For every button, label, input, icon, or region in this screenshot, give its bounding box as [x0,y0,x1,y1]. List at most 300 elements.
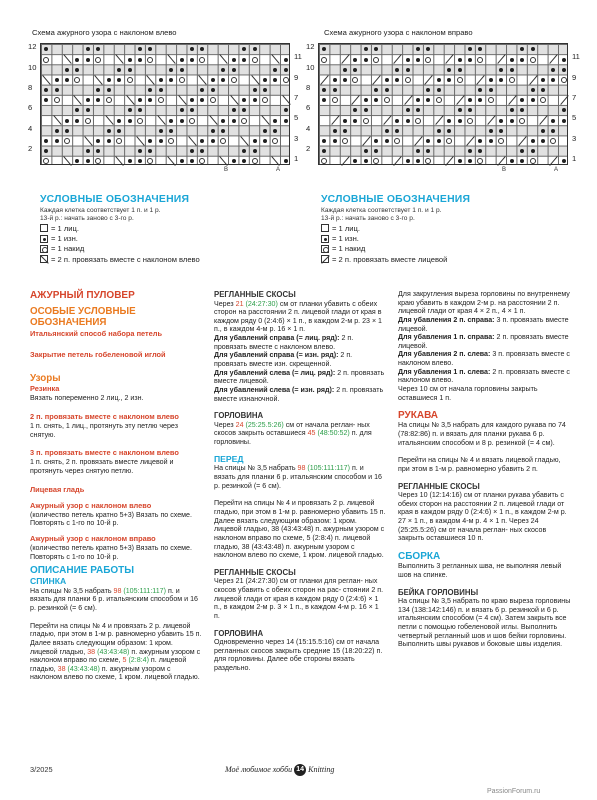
yarnover-symbol-icon [477,57,483,63]
purl-symbol-icon [86,159,90,163]
purl-symbol-icon [510,159,514,163]
yarnover-symbol-icon [530,57,536,63]
yarnover-symbol-icon [373,158,379,164]
legend-note: 13-й р.: начать заново с 3-го р. [321,214,415,222]
k2tog-symbol-icon [331,115,339,125]
dec-right-wrong-text: Для убавлений справа (= изн. ряд): 2 п. провязать вместе изн. скрещенной. [214,351,353,368]
purl-symbol-icon [211,88,215,92]
yarnover-symbol-icon [467,118,473,124]
purl-symbol-icon [232,159,236,163]
dec-1-right: Для убавления 1 п. справа: 2 п. провязать вместе лицевой. [398,333,569,350]
raglan-text: Через 21 (24:27:30) см от планки убавить с обеих сторон на расстоянии 2 п. лицевой глади от края в каждом ряду 0 (2:4:6) × 1 п., в каждом 2-м р. 23 × 1 п., в каждом 4-м р. 16 × 1 п. [214,299,383,334]
k2tog-symbol-icon [199,75,207,85]
knit-symbol-icon [40,224,48,232]
legend-label: = 2 п. провязать вместе лицевой [332,254,448,264]
k2tog-symbol-icon [272,156,280,166]
purl-symbol-icon [138,159,142,163]
chart-band [41,126,289,136]
purl-symbol-icon [374,139,378,143]
purl-symbol-icon [437,129,441,133]
row-number: 8 [28,82,33,92]
yarnover-symbol-icon [64,138,70,144]
purl-symbol-icon [221,129,225,133]
legend-left [40,194,300,264]
neck-text: Через 24 (25:25.5:26) см от начала реглан- ных скосов закрыть оставшиеся 45 (48:50:52) п. для горловины. [214,420,372,446]
row-number: 11 [572,52,580,62]
purl-symbol-icon [468,58,472,62]
purl-symbol-icon [117,78,121,82]
purl-symbol-icon [447,68,451,72]
purl-symbol-icon [138,149,142,153]
purl-symbol-icon [343,78,347,82]
purl-symbol-icon [169,119,173,123]
k2tog-symbol-icon [550,54,558,64]
k2tog-symbol-icon [251,75,259,85]
row-number: 1 [294,154,299,164]
page-number: 14 [294,764,306,776]
chart-left-grid [40,43,290,165]
k2tog-symbol-icon [320,75,328,85]
yarnover-symbol-icon [457,77,463,83]
k2tog-symbol-icon [466,136,474,146]
yarnover-symbol-icon [283,77,289,83]
purl-symbol-icon [416,149,420,153]
row-number: 2 [28,143,33,153]
purl-symbol-icon [159,88,163,92]
purl-symbol-icon [44,139,48,143]
legend-item-k2tog-right [321,255,581,264]
yarnover-symbol-icon [342,138,348,144]
k2tog-left-heading: 2 п. провязать вместе с наклоном влево [30,412,179,422]
k2tog-symbol-icon [167,54,175,64]
purl-symbol-icon [190,98,194,102]
purl-symbol-icon [364,149,368,153]
purl-symbol-icon [426,139,430,143]
yarnover-symbol-icon [147,158,153,164]
sleeve-raglan-text: Через 10 (12:14:16) см от планки рукава убавить с обеих сторон на расстоянии 2 п. лицевой глади от края в каждом ряду 0 (2:4:6) × 1 п., в каждом 2-м р. 27 × 1 п., в каждом 4-м р. 4 × 1 п. Через 24 (25:25.5:26) см от начала реглан- ных скосов закрыть оставшиеся 10 п. [398,491,567,543]
purl-symbol-icon [458,108,462,112]
purl-symbol-icon [284,68,288,72]
purl-symbol-icon [55,88,59,92]
purl-symbol-icon [169,129,173,133]
legend-label: = 2 п. провязать вместе с наклоном влево [51,254,200,264]
purl-symbol-icon [284,119,288,123]
yarnover-symbol-icon [199,57,205,63]
yarnover-symbol-icon [530,158,536,164]
purl-symbol-icon [531,149,535,153]
pattern-title: АЖУРНЫЙ ПУЛОВЕР [30,290,135,301]
chart-left-title: Схема ажурного узора с наклоном влево [32,28,177,37]
k3tog-text: 1 п. снять, 2 п. провязать вместе лицевой и протянуть через снятую петлю. [30,458,174,476]
page-footer [0,760,597,776]
purl-symbol-icon [211,129,215,133]
yarnover-symbol-icon [210,97,216,103]
legend-item-yarnover [321,244,581,253]
purl-symbol-icon [416,98,420,102]
purl-symbol-icon [333,129,337,133]
yarnover-symbol-icon [147,57,153,63]
k2tog-symbol-icon [393,54,401,64]
purl-symbol-icon [321,235,329,243]
yarnover-symbol-icon [189,118,195,124]
k2tog-symbol-icon [362,136,370,146]
purl-symbol-icon [437,88,441,92]
magazine-footer [225,764,334,776]
purl-symbol-icon [406,68,410,72]
k2tog-symbol-icon [74,95,82,105]
k2tog-symbol-icon [115,54,123,64]
purl-symbol-icon [242,98,246,102]
purl-symbol-icon [489,139,493,143]
k2tog-symbol-icon [393,156,401,166]
dec-left-text: Для убавлений слева (= лиц. ряд): 2 п. провязать вместе лицевой. [214,368,385,386]
purl-symbol-icon [353,159,357,163]
purl-symbol-icon [86,98,90,102]
row-number: 9 [294,72,299,82]
purl-symbol-icon [406,58,410,62]
yarnover-symbol-icon [116,138,122,144]
k2tog-symbol-icon [95,75,103,85]
legend-item-purl [40,234,300,243]
purl-symbol-icon [180,108,184,112]
yarnover-symbol-icon [384,97,390,103]
purl-symbol-icon [458,159,462,163]
legend-title: УСЛОВНЫЕ ОБОЗНАЧЕНИЯ [40,194,190,205]
yarnover-symbol-icon [363,118,369,124]
purl-symbol-icon [107,129,111,133]
purl-symbol-icon [322,98,326,102]
yarnover-symbol-icon [106,97,112,103]
assembly-text: Выполнить 3 регланных шва, не выполняя левый шов на спинке. [398,562,562,580]
k2tog-symbol-icon [560,95,568,105]
purl-symbol-icon [458,119,462,123]
front-text: На спицы № 3,5 набрать 98 (105:111:117) п. и вязать для планки 6 р. итальянским способом и 16 р. резинкой (= 6 см). [214,464,382,490]
purl-symbol-icon [333,139,337,143]
purl-symbol-icon [284,159,288,163]
yarnover-symbol-icon [74,77,80,83]
legend-label: = 1 изн. [51,234,78,243]
yarnover-symbol-icon [272,138,278,144]
purl-symbol-icon [107,88,111,92]
purl-symbol-icon [416,159,420,163]
yarnover-symbol-icon [477,158,483,164]
k2tog-symbol-icon [445,54,453,64]
purl-symbol-icon [520,159,524,163]
purl-symbol-icon [374,98,378,102]
purl-symbol-icon [253,47,257,51]
gobelin-bind-off: Закрытие петель гобеленовой иглой [30,349,166,359]
yarnover-symbol-icon [231,77,237,83]
purl-symbol-icon [333,88,337,92]
yarnover-symbol-icon [394,138,400,144]
back-paragraph-1: На спицы № 3,5 набрать 98 (105:111:117) п. и вязать для планки 6 р. итальянским способом и 16 р. резинкой (= 6 см). [30,586,198,612]
purl-symbol-icon [180,119,184,123]
k2tog-symbol-icon [272,54,280,64]
row-number: 4 [28,123,33,133]
yarnover-symbol-icon [425,158,431,164]
purl-symbol-icon [232,58,236,62]
chart-band [41,146,289,156]
k2tog-symbol-icon [518,136,526,146]
k2tog-symbol-icon [105,115,113,125]
purl-symbol-icon [86,58,90,62]
purl-symbol-icon [253,98,257,102]
purl-symbol-icon [385,139,389,143]
purl-symbol-icon [510,119,514,123]
sleeve-paragraph-2: Перейти на спицы № 4 и вязать лицевой гладью, при этом в 1-м р. равномерно убавить 2 п. [398,456,561,473]
lace-left-text: (количество петель кратно 5+3) Вязать по схеме. Повторять с 1-го по 10-й р. [30,510,192,528]
purl-symbol-icon [385,129,389,133]
purl-symbol-icon [322,139,326,143]
purl-symbol-icon [75,119,79,123]
row-number: 8 [306,82,311,92]
k2tog-symbol-icon [498,156,506,166]
purl-symbol-icon [55,78,59,82]
purl-symbol-icon [499,119,503,123]
k2tog-symbol-icon [404,95,412,105]
yarnover-symbol-icon [199,158,205,164]
yarnover-symbol-icon [561,77,567,83]
chart-band [319,126,567,136]
row-number: 7 [294,93,299,103]
row-number: 5 [294,113,299,123]
purl-symbol-icon [169,68,173,72]
legend-label: = 1 лиц. [332,223,361,233]
purl-symbol-icon [200,139,204,143]
purl-symbol-icon [221,78,225,82]
k2tog-symbol-icon [188,136,196,146]
purl-symbol-icon [531,98,535,102]
yarnover-symbol-icon [95,158,101,164]
k2tog-symbol-icon [261,115,269,125]
repeat-mark-b: B [502,167,507,174]
purl-symbol-icon [148,98,152,102]
purl-symbol-icon [211,78,215,82]
row-number: 9 [572,72,577,82]
k2tog-right-symbol-icon [321,255,329,263]
k3tog-heading: 3 п. провязать вместе с наклоном влево [30,448,179,458]
knit-symbol-icon [321,224,329,232]
purl-symbol-icon [395,129,399,133]
purl-symbol-icon [447,129,451,133]
purl-symbol-icon [263,139,267,143]
neck2-heading: ГОРЛОВИНА [214,628,264,638]
purl-symbol-icon [531,88,535,92]
purl-symbol-icon [128,108,132,112]
k2tog-symbol-icon [63,54,71,64]
back-paragraph-2: Перейти на спицы № 4 и провязать 2 р. лицевой гладью, при этом в 1-м р. равномерно убавить 15 п. Далее вязать следующим образом: 1 кром. лицевой гладью, 38 (43:43:48) п. ажурным узором с наклоном вправо по схеме, 5 (2:8:4) п. лицевой гладью, 38 (43:43:48) п. ажурным узором с наклоном влево по схеме, 1 кром. лицевой гладью. [30,621,202,682]
purl-symbol-icon [96,98,100,102]
purl-symbol-icon [117,119,121,123]
special-notations-heading: ОСОБЫЕ УСЛОВНЫЕ ОБОЗНАЧЕНИЯ [30,306,136,328]
purl-symbol-icon [353,119,357,123]
purl-symbol-icon [520,98,524,102]
purl-symbol-icon [364,58,368,62]
k2tog-symbol-icon [136,136,144,146]
row-number: 10 [306,62,315,72]
purl-symbol-icon [333,78,337,82]
stockinette-heading: Лицевая гладь [30,484,85,494]
neck-close-text: Через 10 см от начала горловины закрыть оставшиеся 1 п. [398,385,538,402]
chart-right-lean [306,28,588,175]
k2tog-symbol-icon [84,136,92,146]
purl-symbol-icon [437,78,441,82]
purl-symbol-icon [531,139,535,143]
purl-symbol-icon [364,98,368,102]
yarnover-symbol-icon [498,138,504,144]
purl-symbol-icon [200,98,204,102]
yarnover-symbol-icon [252,57,258,63]
purl-symbol-icon [75,58,79,62]
row-number: 4 [306,123,311,133]
purl-symbol-icon [426,98,430,102]
purl-symbol-icon [447,78,451,82]
sleeves-heading: РУКАВА [398,410,439,422]
k2tog-symbol-icon [282,95,290,105]
yarnover-symbol-icon [158,97,164,103]
row-number: 12 [28,42,37,52]
chart-band [41,44,289,54]
patterns-heading: Узоры [30,372,61,384]
row-number: 3 [572,133,577,143]
yarnover-symbol-icon [332,97,338,103]
k2tog-symbol-icon [341,156,349,166]
k2tog-symbol-icon [63,156,71,166]
k2tog-symbol-icon [550,156,558,166]
back-heading: СПИНКА [30,575,67,586]
yarnover-symbol-icon [179,77,185,83]
purl-symbol-icon [242,58,246,62]
purl-symbol-icon [458,68,462,72]
legend-item-knit [40,224,300,233]
k2tog-symbol-icon [230,95,238,105]
chart-right-grid [318,43,568,165]
yarnover-symbol-icon [95,57,101,63]
k2tog-symbol-icon [147,75,155,85]
purl-symbol-icon [395,68,399,72]
purl-symbol-icon [190,149,194,153]
purl-symbol-icon [541,129,545,133]
purl-symbol-icon [180,159,184,163]
yarnover-symbol-icon [550,138,556,144]
k2tog-symbol-icon [508,95,516,105]
k2tog-symbol-icon [529,75,537,85]
purl-symbol-icon [107,78,111,82]
purl-symbol-icon [489,129,493,133]
purl-symbol-icon [107,139,111,143]
purl-symbol-icon [510,58,514,62]
yarnover-symbol-icon [262,97,268,103]
purl-symbol-icon [117,68,121,72]
purl-symbol-icon [263,78,267,82]
row-number: 2 [306,143,311,153]
yarnover-symbol-icon [168,138,174,144]
yarnover-symbol-icon [241,118,247,124]
yarnover-symbol-icon [425,57,431,63]
k2tog-symbol-icon [126,95,134,105]
legend-item-purl [321,234,581,243]
purl-symbol-icon [221,68,225,72]
purl-symbol-icon [273,78,277,82]
purl-symbol-icon [263,129,267,133]
legend-label: = 1 накид [332,244,366,254]
purl-symbol-icon [128,58,132,62]
purl-symbol-icon [138,58,142,62]
purl-symbol-icon [242,159,246,163]
purl-symbol-icon [499,129,503,133]
lace-right-text: (количество петель кратно 5+3) Вязать по схеме. Повторять с 1-го по 10-й р. [30,544,192,561]
purl-symbol-icon [395,78,399,82]
yarnover-symbol-icon [519,118,525,124]
dec-2-right: Для убавления 2 п. справа: 3 п. провязать вместе лицевой. [398,315,569,333]
dec-right-text: Для убавлений справа (= лиц. ряд): 2 п. провязать вместе с наклоном влево. [214,334,354,351]
k2tog-symbol-icon [209,115,217,125]
yarnover-symbol-icon [373,57,379,63]
purl-symbol-icon [447,119,451,123]
purl-symbol-icon [253,139,257,143]
k2tog-symbol-icon [373,75,381,85]
yarnover-symbol-icon [54,97,60,103]
lace-right-heading: Ажурный узор с наклоном вправо [30,534,156,543]
yarnover-symbol-icon [252,158,258,164]
row-number: 10 [28,62,37,72]
k2tog-symbol-icon [435,115,443,125]
front-heading: ПЕРЕД [214,453,244,464]
purl-symbol-icon [273,119,277,123]
italian-cast-on: Итальянский способ набора петель [30,328,163,338]
purl-symbol-icon [541,88,545,92]
purl-symbol-icon [406,159,410,163]
yarnover-symbol-icon [85,118,91,124]
yarnover-symbol-icon [220,138,226,144]
purl-symbol-icon [211,139,215,143]
purl-symbol-icon [65,68,69,72]
purl-symbol-icon [551,119,555,123]
magazine-section: Knitting [308,764,335,774]
yarnover-symbol-icon [43,158,49,164]
chart-band [319,44,567,54]
purl-symbol-icon [468,159,472,163]
dec-1-left: Для убавления 1 п. слева: 2 п. провязать вместе с наклоном влево. [398,367,570,385]
purl-symbol-icon [478,98,482,102]
legend-note: 13-й р.: начать заново с 3-го р. [40,214,134,222]
purl-symbol-icon [385,88,389,92]
yarnover-symbol-icon [127,77,133,83]
k2tog-symbol-icon [487,115,495,125]
purl-symbol-icon [55,129,59,133]
legend-label: = 1 накид [51,244,85,254]
purl-symbol-icon [159,78,163,82]
k2tog-symbol-icon [167,156,175,166]
column-3 [398,290,574,649]
column-2 [214,290,386,673]
k2tog-symbol-icon [456,95,464,105]
purl-symbol-icon [520,58,524,62]
yarnover-symbol-icon [488,97,494,103]
watermark: PassionForum.ru [487,788,541,795]
yarnover-symbol-icon [40,245,48,253]
front-paragraph-2: Перейти на спицы № 4 и провязать 2 р. лицевой гладью, при этом в 1-м р. равномерно убавить 15 п. Далее вязать следующим образом: 1 кром. лицевой гладью, 38 (43:43:48) п. ажурным узором с наклоном вправо по схеме, 5 (2:8:4) п. лицевой гладью, 38 (43:43:48) п. ажурным узором с наклоном влево по схеме, 1 кром. лицевой гладью. [214,499,386,560]
chart-right-grid-wrap [306,42,588,175]
yarnover-symbol-icon [137,118,143,124]
chart-band [319,85,567,95]
yarnover-symbol-icon [321,245,329,253]
yarnover-symbol-icon [415,118,421,124]
dec-2-left: Для убавления 2 п. слева: 3 п. провязать вместе с наклоном влево. [398,350,570,368]
k2tog-symbol-icon [42,75,50,85]
legend-note: Каждая клетка соответствует 1 п. и 1 р. [321,206,442,214]
dec-left-wrong-text: Для убавлений слева (= изн. ряд): 2 п. провязать вместе изнаночной. [214,385,384,403]
